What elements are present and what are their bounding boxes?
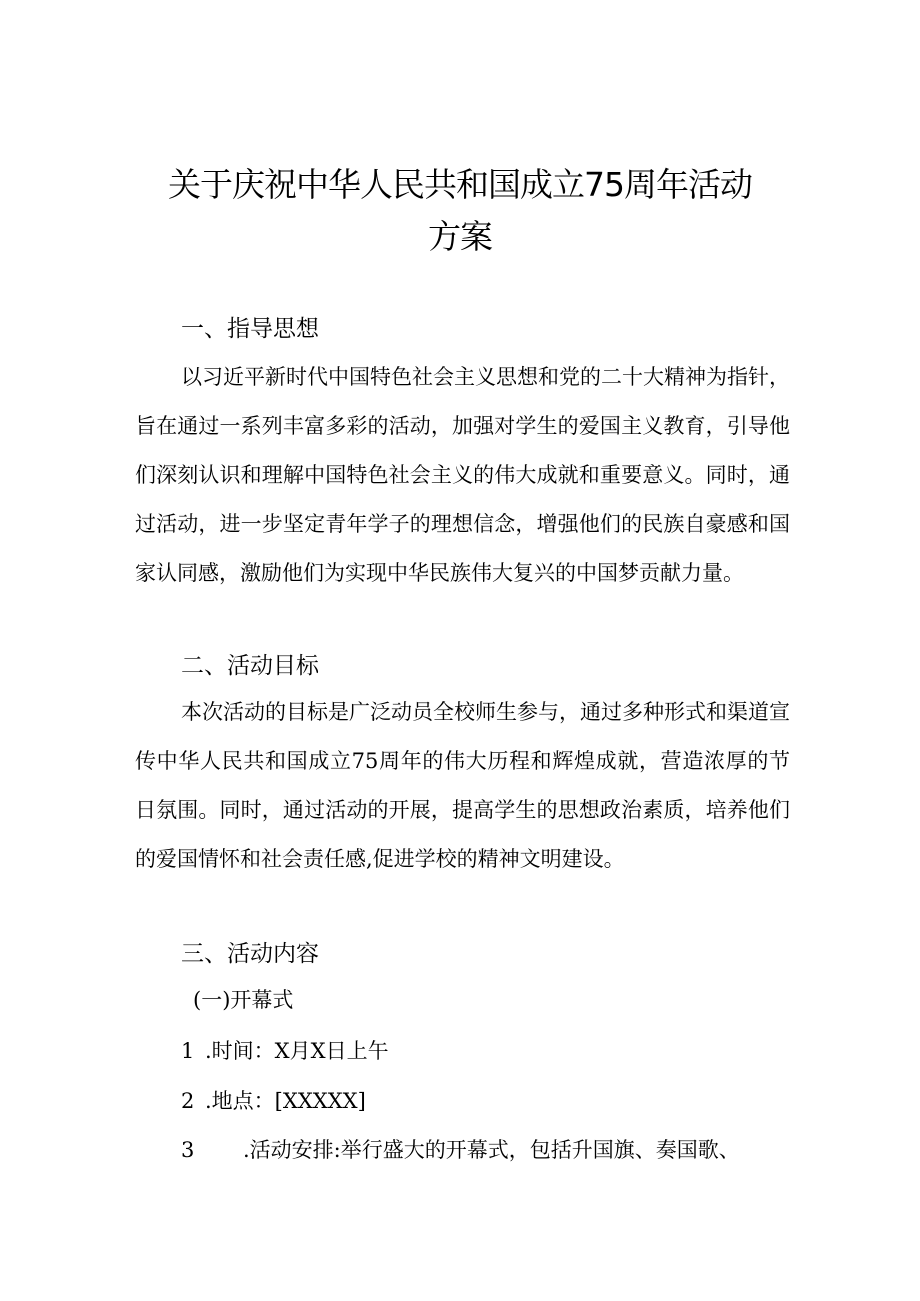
section-text-activity-goals: 本次活动的目标是广泛动员全校师生参与，通过多种形式和渠道宣传中华人民共和国成立75周年的伟大历程和辉煌成就，营造浓厚的节日氛围。同时，通过活动的开展，提高学生的思想政治素质，培养他们的爱国情怀和社会责任感,促进学校的精神文明建设。 [135,700,790,871]
list-item-number: 1 [181,1039,195,1063]
list-item-location [181,1085,366,1117]
list-item-arrangement [181,1134,740,1166]
list-item-number: 2 [181,1089,195,1113]
section-heading-guiding-ideology: 一、指导思想 [181,316,319,342]
list-item-number: 3 [181,1138,195,1162]
list-item-text: .地点：[XXXXX] [205,1089,366,1113]
list-item-time [181,1035,389,1067]
section-text-guiding-ideology: 以习近平新时代中国特色社会主义思想和党的二十大精神为指针，旨在通过一系列丰富多彩的活动，加强对学生的爱国主义教育，引导他们深刻认识和理解中国特色社会主义的伟大成就和重要意义。同时，通过活动，进一步坚定青年学子的理想信念，增强他们的民族自豪感和国家认同感，激励他们为实现中华民族伟大复兴的中国梦贡献力量。 [135,365,790,585]
title-line-2: 方案 [428,217,492,256]
list-item-text: .时间：X月X日上午 [205,1039,389,1063]
subsection-label-opening-ceremony: (一)开幕式 [193,988,294,1012]
list-item-text: .活动安排:举行盛大的开幕式，包括升国旗、奏国歌、 [243,1138,740,1162]
section-heading-activity-goals: 二、活动目标 [181,653,319,679]
section-heading-activity-content: 三、活动内容 [181,941,319,967]
title-line-1: 关于庆祝中华人民共和国成立75周年活动 [168,165,752,204]
